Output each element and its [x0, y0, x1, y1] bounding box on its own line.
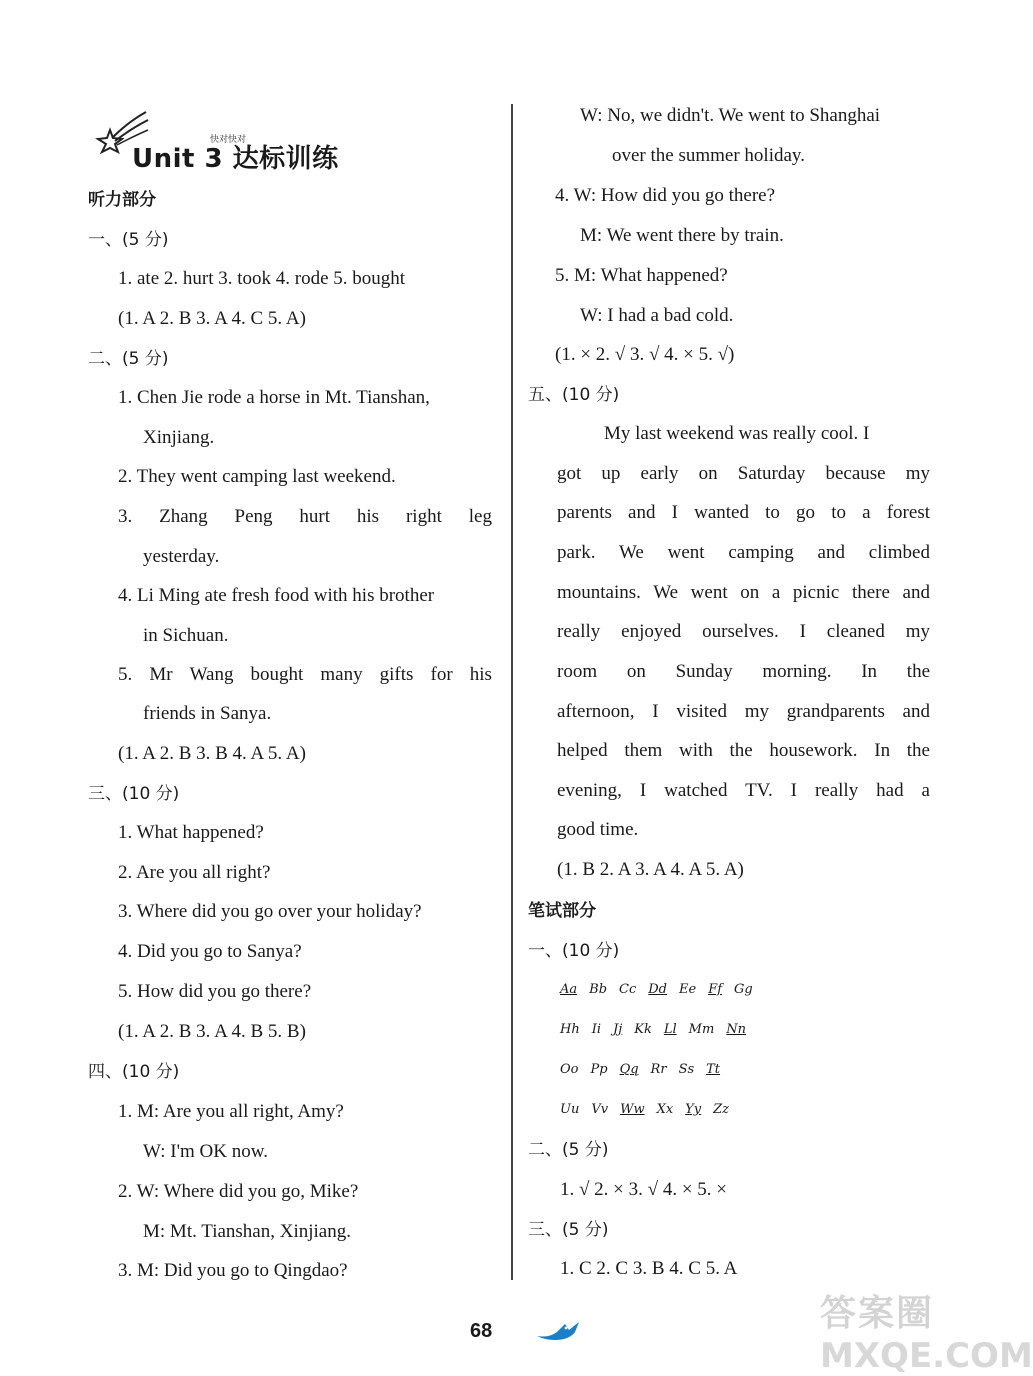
watermark-bottom: MXQE.COM — [820, 1336, 1033, 1376]
letter-pair: Zz — [713, 1102, 729, 1117]
letter-pair: Yy — [685, 1102, 702, 1117]
section-label: 二、(5 分) — [528, 1140, 609, 1160]
letter-pair: Xx — [656, 1102, 674, 1117]
watermark-top: 答案圈 — [820, 1293, 935, 1334]
letter-pair: Pp — [590, 1062, 608, 1077]
word: gifts — [379, 664, 414, 685]
letter-pair: Rr — [650, 1062, 667, 1077]
letter-pair: Oo — [560, 1062, 579, 1077]
answer-line: 4. W: How did you go there? — [555, 185, 776, 206]
letter-row — [560, 1062, 732, 1077]
word: his — [356, 506, 380, 527]
answer-line: (1. A 2. B 3. A 4. B 5. B) — [118, 1021, 306, 1042]
letter-row — [560, 1022, 758, 1037]
letter-pair: Cc — [619, 982, 637, 997]
letter-pair: Gg — [734, 982, 753, 997]
answer-line: 3. Where did you go over your holiday? — [118, 901, 422, 922]
word: leg — [468, 506, 492, 527]
passage-line: good time. — [557, 819, 639, 840]
letter-pair: Aa — [560, 982, 578, 997]
letter-pair: Qq — [619, 1062, 639, 1077]
answer-line: 2. They went camping last weekend. — [118, 466, 396, 487]
section-label: 一、(10 分) — [528, 941, 620, 961]
section-label: 五、(10 分) — [528, 385, 620, 405]
letter-pair: Ll — [663, 1022, 677, 1037]
passage-line: park. We went camping and climbed — [557, 542, 930, 563]
answer-line: 1. √ 2. × 3. √ 4. × 5. × — [560, 1179, 728, 1200]
passage-line: got up early on Saturday because my — [557, 463, 930, 484]
passage-line: afternoon, I visited my grandparents and — [557, 701, 930, 722]
written-heading: 笔试部分 — [528, 901, 596, 921]
answer-line: in Sichuan. — [143, 625, 229, 646]
letter-pair: Mm — [688, 1022, 715, 1037]
answer-line: Xinjiang. — [143, 427, 215, 448]
section-label: 四、(10 分) — [88, 1062, 180, 1082]
answer-line: 1. ate 2. hurt 3. took 4. rode 5. bought — [118, 268, 406, 289]
answer-line: 1. Chen Jie rode a horse in Mt. Tianshan, — [118, 387, 430, 408]
letter-pair: Hh — [560, 1022, 580, 1037]
listening-heading: 听力部分 — [88, 190, 156, 210]
bird-icon — [535, 1318, 585, 1344]
letter-pair: Ww — [620, 1102, 645, 1117]
word: Zhang — [159, 506, 208, 527]
passage-line: room on Sunday morning. In the — [557, 661, 930, 682]
answer-line: W: I had a bad cold. — [580, 305, 734, 326]
answer-line: 5. M: What happened? — [555, 265, 728, 286]
letter-pair: Dd — [648, 982, 667, 997]
word: many — [320, 664, 363, 685]
passage-line: helped them with the housework. In the — [557, 740, 930, 761]
word: for — [430, 664, 453, 685]
answer-line: (1. B 2. A 3. A 4. A 5. A) — [557, 859, 744, 880]
answer-line: friends in Sanya. — [143, 703, 272, 724]
letter-pair: Ii — [591, 1022, 602, 1037]
letter-pair: Uu — [560, 1102, 580, 1117]
page-title: Unit 3 达标训练 — [132, 144, 339, 174]
passage-line: mountains. We went on a picnic there and — [557, 582, 930, 603]
answer-line: 4. Li Ming ate fresh food with his brother — [118, 585, 435, 606]
section-label: 二、(5 分) — [88, 349, 169, 369]
unit-title-block — [88, 108, 348, 178]
passage-text: My last weekend was really cool. I — [604, 423, 870, 444]
answer-line: 1. C 2. C 3. B 4. C 5. A — [560, 1258, 738, 1279]
word: Mr — [149, 664, 173, 685]
letter-pair: Tt — [706, 1062, 721, 1077]
brand-tag: 快对快对 — [210, 135, 247, 145]
passage-line: parents and I wanted to go to a forest — [557, 502, 930, 523]
passage-line: evening, I watched TV. I really had a — [557, 780, 930, 801]
answer-line: W: No, we didn't. We went to Shanghai — [580, 105, 881, 126]
word: 3. — [118, 506, 133, 527]
letter-row — [560, 1102, 741, 1117]
passage-line — [604, 422, 930, 446]
answer-line: W: I'm OK now. — [143, 1141, 268, 1162]
word: bought — [250, 664, 304, 685]
answer-line: (1. A 2. B 3. B 4. A 5. A) — [118, 743, 306, 764]
word: right — [405, 506, 442, 527]
letter-pair: Vv — [591, 1102, 609, 1117]
passage-line: really enjoyed ourselves. I cleaned my — [557, 621, 930, 642]
word: Peng — [234, 506, 273, 527]
section-label: 三、(5 分) — [528, 1220, 609, 1240]
answer-line: (1. A 2. B 3. A 4. C 5. A) — [118, 308, 306, 329]
column-divider — [511, 104, 513, 1280]
answer-line: 5. How did you go there? — [118, 981, 312, 1002]
word: Wang — [189, 664, 234, 685]
watermark — [820, 1285, 1033, 1376]
answer-line: 1. What happened? — [118, 822, 264, 843]
answer-line — [118, 663, 492, 687]
answer-line: 4. Did you go to Sanya? — [118, 941, 302, 962]
letter-pair: Jj — [613, 1022, 623, 1037]
word: his — [469, 664, 492, 685]
answer-line: M: Mt. Tianshan, Xinjiang. — [143, 1221, 351, 1242]
answer-line: 3. M: Did you go to Qingdao? — [118, 1260, 348, 1281]
answer-line: 1. M: Are you all right, Amy? — [118, 1101, 344, 1122]
answer-line: M: We went there by train. — [580, 225, 784, 246]
answer-line — [118, 505, 492, 529]
answer-line: (1. × 2. √ 3. √ 4. × 5. √) — [555, 344, 735, 365]
letter-pair: Ss — [678, 1062, 695, 1077]
answer-line: 2. Are you all right? — [118, 862, 271, 883]
answer-line: yesterday. — [143, 546, 220, 567]
word: hurt — [299, 506, 331, 527]
section-label: 一、(5 分) — [88, 230, 169, 250]
answer-line: 2. W: Where did you go, Mike? — [118, 1181, 359, 1202]
answer-line: over the summer holiday. — [612, 145, 805, 166]
word: 5. — [118, 664, 133, 685]
page-number: 68 — [470, 1320, 493, 1342]
letter-pair: Nn — [726, 1022, 747, 1037]
letter-pair: Bb — [589, 982, 608, 997]
letter-row — [560, 982, 765, 997]
section-label: 三、(10 分) — [88, 784, 180, 804]
letter-pair: Ff — [708, 982, 723, 997]
letter-pair: Kk — [634, 1022, 652, 1037]
letter-pair: Ee — [679, 982, 697, 997]
